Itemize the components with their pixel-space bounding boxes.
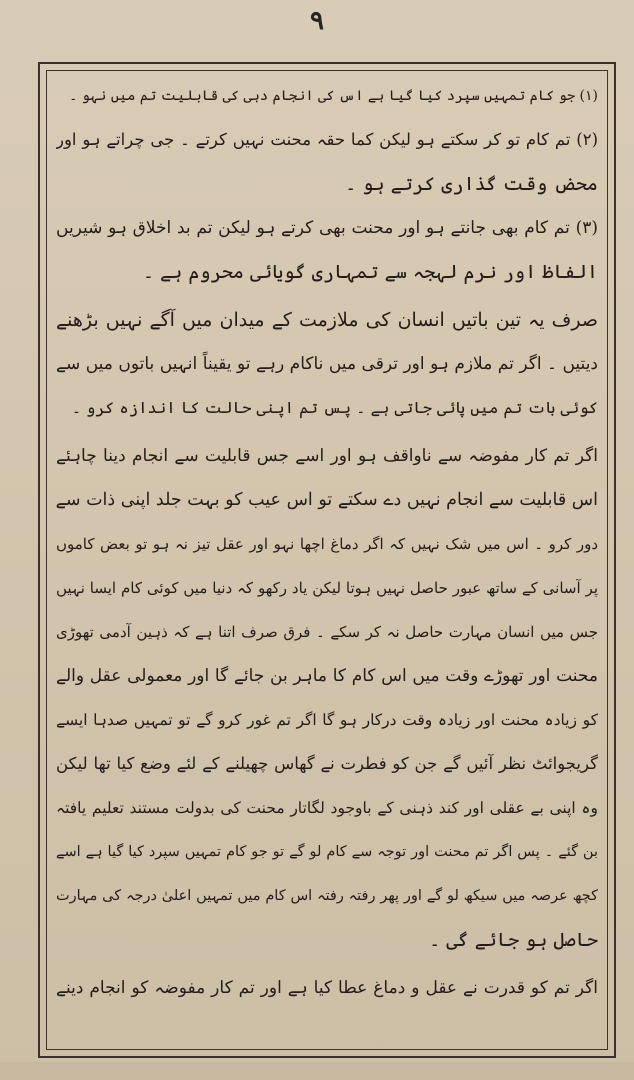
text-line: جس میں انسان مہارت حاصل نہ کر سکے ۔ فرق صرف اتنا ہے کہ ذہین آدمی تھوڑی <box>56 623 598 641</box>
text-line: محض وقت گذاری کرتے ہو ۔ <box>345 173 598 195</box>
text-line: کچھ عرصہ میں سیکھ لو گے اور پھر رفتہ رفتہ اس کام میں تمہیں اعلیٰ درجہ کی مہارت <box>56 888 598 904</box>
page-bottom-edge <box>0 1062 634 1080</box>
text-line: (۱) جو کام تمہیں سپرد کیا گیا ہے اس کی انجام دہی کی قابلیت تم میں نہو ۔ <box>69 88 598 104</box>
text-line: (۳) تم کام بھی جانتے ہو اور محنت بھی کرتے ہو لیکن تم بد اخلاق ہو شیریں <box>56 218 598 238</box>
text-line: محنت اور تھوڑے وقت میں اس کام کا ماہر بن جائے گا اور معمولی عقل والے <box>56 666 598 686</box>
text-line: گریجوائٹ نظر آئیں گے جن کو فطرت نے گھاس چھیلنے کے لئے وضع کیا تھا لیکن <box>56 754 598 773</box>
text-line: (۲) تم کام تو کر سکتے ہو لیکن کما حقہ محنت نہیں کرتے ۔ جی چراتے ہو اور <box>56 130 598 149</box>
text-line: اگر تم کار مفوضہ سے ناواقف ہو اور اسے جس قابلیت سے انجام دینا چاہئے <box>56 446 598 466</box>
text-line: دور کرو ۔ اس میں شک نہیں کہ اگر دماغ اچھا نہو اور عقل تیز نہ ہو تو بعض کاموں <box>56 535 598 553</box>
text-line: صرف یہ تین باتیں انسان کی ملازمت کے میدان میں آگے نہیں بڑھنے <box>56 309 598 331</box>
text-line: وہ اپنی بے عقلی اور کند ذہنی کے باوجود لگاتار محنت کی بدولت مستند تعلیم یافتہ <box>56 799 598 817</box>
text-line: حاصل ہو جائے گی ۔ <box>429 929 598 951</box>
text-line: دیتیں ۔ اگر تم ملازم ہو اور ترقی میں ناکام رہے تو یقیناً انہیں باتوں میں سے <box>56 354 598 374</box>
text-line: اگر تم کو قدرت نے عقل و دماغ عطا کیا ہے اور تم کار مفوضہ کو انجام دینے <box>56 978 598 998</box>
text-line: بن گئے ۔ پس اگر تم محنت اور توجہ سے کام لو گے تو جو کام تمہیں سپرد کیا گیا ہے اسے <box>56 844 598 860</box>
text-line: اس قابلیت سے انجام نہیں دے سکتے تو اس عیب کو بہت جلد اپنی ذات سے <box>56 490 598 510</box>
page-number: ۹ <box>310 6 324 36</box>
text-line: کو زیادہ محنت اور زیادہ وقت درکار ہو گا اگر تم غور کرو گے تو تمہیں صدہا ایسے <box>56 711 598 729</box>
text-line: پر آسانی کے ساتھ عبور حاصل نہیں ہوتا لیکن یاد رکھو کہ دنیا میں کوئی کام ایسا نہیں <box>56 579 598 597</box>
body-text <box>56 74 598 1044</box>
text-line: کوئی بات تم میں پائی جاتی ہے ۔ پس تم اپنی حالت کا اندازہ کرو ۔ <box>71 398 598 417</box>
text-line: الفاظ اور نرم لہجہ سے تمہاری گویائی محروم ہے ۔ <box>142 261 598 283</box>
